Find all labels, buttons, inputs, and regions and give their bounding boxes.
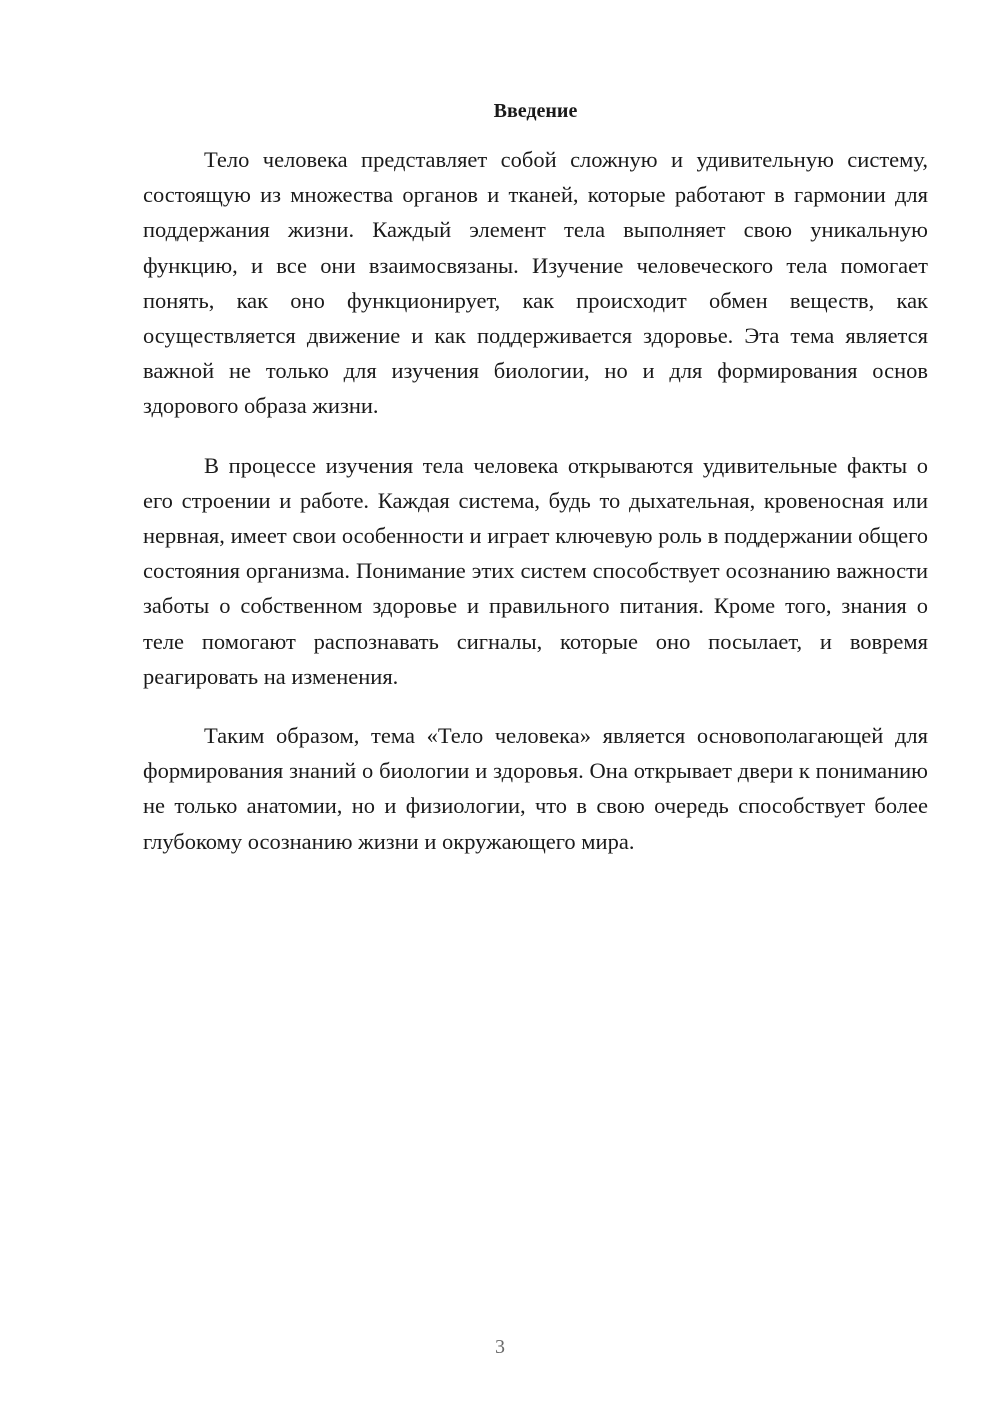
paragraph-2: В процессе изучения тела человека открываются удивительные факты о его строении и работе. Каждая система, будь то дыхательная, кровеносная или нервная, имеет свои особенности и играет ключевую роль в поддержании общего состояния организма. Понимание этих систем способствует осознанию важности заботы о собственном здоровье и правильного питания. Кроме того, знания о теле помогают распознавать сигналы, которые оно посылает, и вовремя реагировать на изменения. bbox=[143, 452, 928, 689]
paragraph-3: Таким образом, тема «Тело человека» является основополагающей для формирования знаний о биологии и здоровья. Она открывает двери к пониманию не только анатомии, но и физиологии, что в свою очередь способствует более глубокому осознанию жизни и окружающего мира. bbox=[143, 723, 928, 854]
page-number: 3 bbox=[495, 1336, 505, 1358]
page-title: Введение bbox=[493, 100, 578, 122]
paragraph-1: Тело человека представляет собой сложную и удивительную систему, состоящую из множества органов и тканей, которые работают в гармонии для поддержания жизни. Каждый элемент тела выполняет свою уникальную функцию, и все они взаимосвязаны. Изучение человеческого тела помогает понять, как оно функционирует, как происходит обмен веществ, как осуществляется движение и как поддерживается здоровье. Эта тема является важной не только для изучения биологии, но и для формирования основ здорового образа жизни. bbox=[143, 147, 928, 419]
body-text bbox=[143, 142, 928, 883]
